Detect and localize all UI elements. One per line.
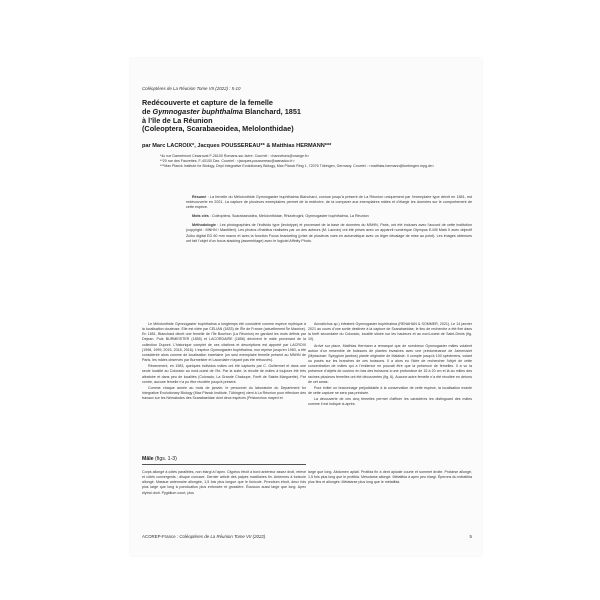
footer-publisher: ACOREP-France : (142, 534, 180, 539)
abstract-resume (186, 195, 472, 210)
title-line-3: à l’île de La Réunion (142, 115, 213, 125)
affiliation-3: ***Max Planck Institute for Biology, Dept Integrative Evolutionary Biology, Max Planck Ring 1, 72076 Tübingen, Germany. Courriel : <matthias.hermann@tuebingen.mpg.de> (160, 164, 435, 169)
male-description-left: Corps allongé à côtés parallèles, non élargi à l’apex. Clypéus étroit à bord antérieur assez droit, relevé et côtés convergents ; disque concave. Dernier article des palpes maxillaires fin. Antennes à funicule allongé. Massue antennaire allongée, 1,5 fois plus longue que le funicule. Pronotum étroit, deux fois plus large que long à ponctuation plus enfoncée et grossière. Écusson aussi large que long. Apex élytral droit. Pygidium court, plus (142, 470, 306, 495)
male-fig-ref: (figs. 1-3) (155, 456, 177, 462)
title-line-2-post: Blanchard, 1851 (242, 106, 301, 116)
male-left-column (142, 470, 306, 496)
affiliation-1: *4c rue Damrémont Cesarovat F-26100 Romans-sur-Isère. Courriel : <hannetons@orange.fr> (160, 154, 310, 158)
body-right-paragraph-1: Acrostichus sp.) infestent Gymnogaster buphthalma (RENAHAN & SOMMER, 2021). Le 14 janvier 2021 au cours d’une sortie destinée à la capture de Scarabaeidae, le lieu de recherche a été fixé dans la forêt secondaire du Colorado, localité située sur les hauteurs et au nord-ouest de Saint-Denis (fig. 10). (308, 322, 472, 342)
title-line-2-pre: de (142, 106, 153, 116)
resume-label: Résumé (192, 195, 207, 199)
affiliation-2: **20 rue des Fauvettes, F-40100 Dax. Courriel : <jacques.poussereau@wanadoo.fr> (160, 159, 295, 164)
body-left-paragraph-3: Comme chaque année au mois de janvier, le personnel du laboratoire du Department for Integrative Evolutionary Biology (Max Planck Institute, Tübingen) vient à La Réunion pour effectuer des travaux sur les Nématodes des Scarabaeidae dont deux espèces (Pristonchus mayeri et (142, 385, 306, 401)
keywords-text: : Coleoptera, Scarabaeoidea, Melolonthidae, Rhizotrogini, Gymnogaster buphthalma, La Réunion (208, 214, 369, 219)
abstract-block (186, 195, 472, 291)
method-label: Méthodologie (192, 223, 216, 228)
body-left-column (142, 322, 306, 402)
resume-text: : La femelle du Mélolonthide Gymnogaster buphthalma Blanchard, connue jusqu’à présent de La Réunion uniquement par l’exemplaire type décrit en 1851, est redécouverte en 2021. La capture de plusieurs exemplaires permet de la redécrire, de la comparer aux exemplaires mâles et d’élargir les données sur le comportement de cette espèce. (186, 195, 472, 210)
authors: par Marc LACROIX*, Jacques POUSSEREAU** & Matthias HERMANN*** (142, 143, 332, 149)
title-line-1: Redécouverte et capture de la femelle (142, 98, 273, 107)
paper-page (130, 58, 482, 556)
body-left-paragraph-1: Le Mélolonthide Gymnogaster buphthalma a longtemps été considéré comme espèce mythique à la localisation douteuse. Elle est citée par CELIAN (1833) de l’Île de France (actuellement Île Maurice). En 1851, Blanchard décrit une femelle de l’Île Bourbon (La Réunion) en gardant les mots définis par Dejean. Puis BURMEISTER (1855) et LACORDAIRE (1856) décrivent le mâle provenant de la collection Dupont. L’historique complet de ces citations et descriptions est apporté par LACROIX (1998, 1999, 2015, 2018, 2016). L’espèce Gymnogaster buphthalma, non reprise jusqu’en 1983, a été considérée alors comme de localisation incertaine (un seul exemplaire femelle présent au MNHN de Paris, les mâles observés par Burmeister et Lacordaire n’ayant pas été retrouvés). (142, 322, 306, 363)
method-text: : Les photographies de l’individu type (lectotype) et provenant de la base de données du MNHN, Paris, ont été incluses avec l’accord de cette institution (copyright : MNHN / Mantilleri). Les photos d’habitus réalisées par un des auteurs (M. Lacroix) ont été prises avec un appareil numérique Olympus E-M5 Mark II avec objectif Zuiko digital ED 60 mm macro et avec la fonction Focus bracketing (prise de plusieurs vues en automatique avec un léger décalage de mise au point). Les images obtenues ont fait l’objet d’un focus stacking (assemblage) avec le logiciel Affinity Photo. (186, 223, 472, 243)
male-right-column (308, 470, 472, 485)
affiliations (160, 154, 460, 170)
body-right-paragraph-2: Arrivé sur place, Matthias Hermann a remarqué que de nombreux Gymnogaster mâles volaient autour d’un ensemble de buissons de plantes invasives avec une prédominance de Jamerosiet (Myrtaceae: Syzygium jambos) plante originaire de Malaisie. Il compte jusqu’à 100 spécimens, volant ou posés sur les branches de ces buissons. Il a alors eu l’idée de rechercher l’objet de cette concentration de mâles qui a l’évidence ne pouvait être que la présence de femelles. Il a vu la présence d’objets de couleur en bas des buissons à une profondeur de 15 à 20 cm et là au milieu des racines plusieurs femelles ont été découvertes (fig. 6). Aucune autre femelle n’a été récoltée en dehors de cet amas. (308, 343, 472, 384)
section-divider (142, 464, 306, 465)
abstract-keywords (186, 214, 472, 219)
page-number: 5 (469, 534, 472, 539)
body-left-paragraph-2: Récemment, en 1983, quelques individus mâles ont été capturés par C. Guillermet et dans une seule localité au Colorado au nord-ouest de l’île. Par la suite, la récolte de mâles à toujours été très aléatoire et dans peu de localités (Colorado, La Grande Chaloupe, Forêt de Sainte-Marguerite). Par contre, aucune femelle n’a pu être récoltée jusqu’à présent. (142, 364, 306, 384)
body-right-paragraph-4: La découverte de ces cinq femelles permet d’affiner les caractères les distinguant des mâles comme il est indiqué ci-après. (308, 397, 472, 407)
body-right-paragraph-3: Pour éviter un braconnage préjudiciable à la conservation de cette espèce, la localisation exacte de cette capture ne sera pas précisée. (308, 385, 472, 396)
running-header: Coléoptères de La Réunion Tome VII (2022) : 5-10 (142, 86, 241, 91)
male-section-heading (142, 456, 177, 462)
male-description-right: large que long. Abdomen aplati. Protibia fin à dent apicale courte et sommet droite. Protarse allongé, 1,5 fois plus long que le protibia. Mésotarse allongé. Métatibia à apex peu élargi. Éperons du métatibia plus fins et allongés. Métatarse plus long que le métatibia. (308, 470, 472, 485)
footer-journal: Coléoptères de La Réunion Tome VII (2022) (179, 534, 266, 539)
body-right-column (308, 322, 472, 409)
male-heading: Mâle (142, 456, 154, 462)
article-title (142, 99, 462, 134)
abstract-method (186, 223, 472, 243)
title-line-4: (Coleoptera, Scarabaeoidea, Melolonthidae) (142, 124, 294, 134)
species-name: Gymnogaster buphthalma (152, 106, 243, 116)
keywords-label: Mots clés (192, 214, 209, 219)
page-footer (142, 534, 472, 539)
